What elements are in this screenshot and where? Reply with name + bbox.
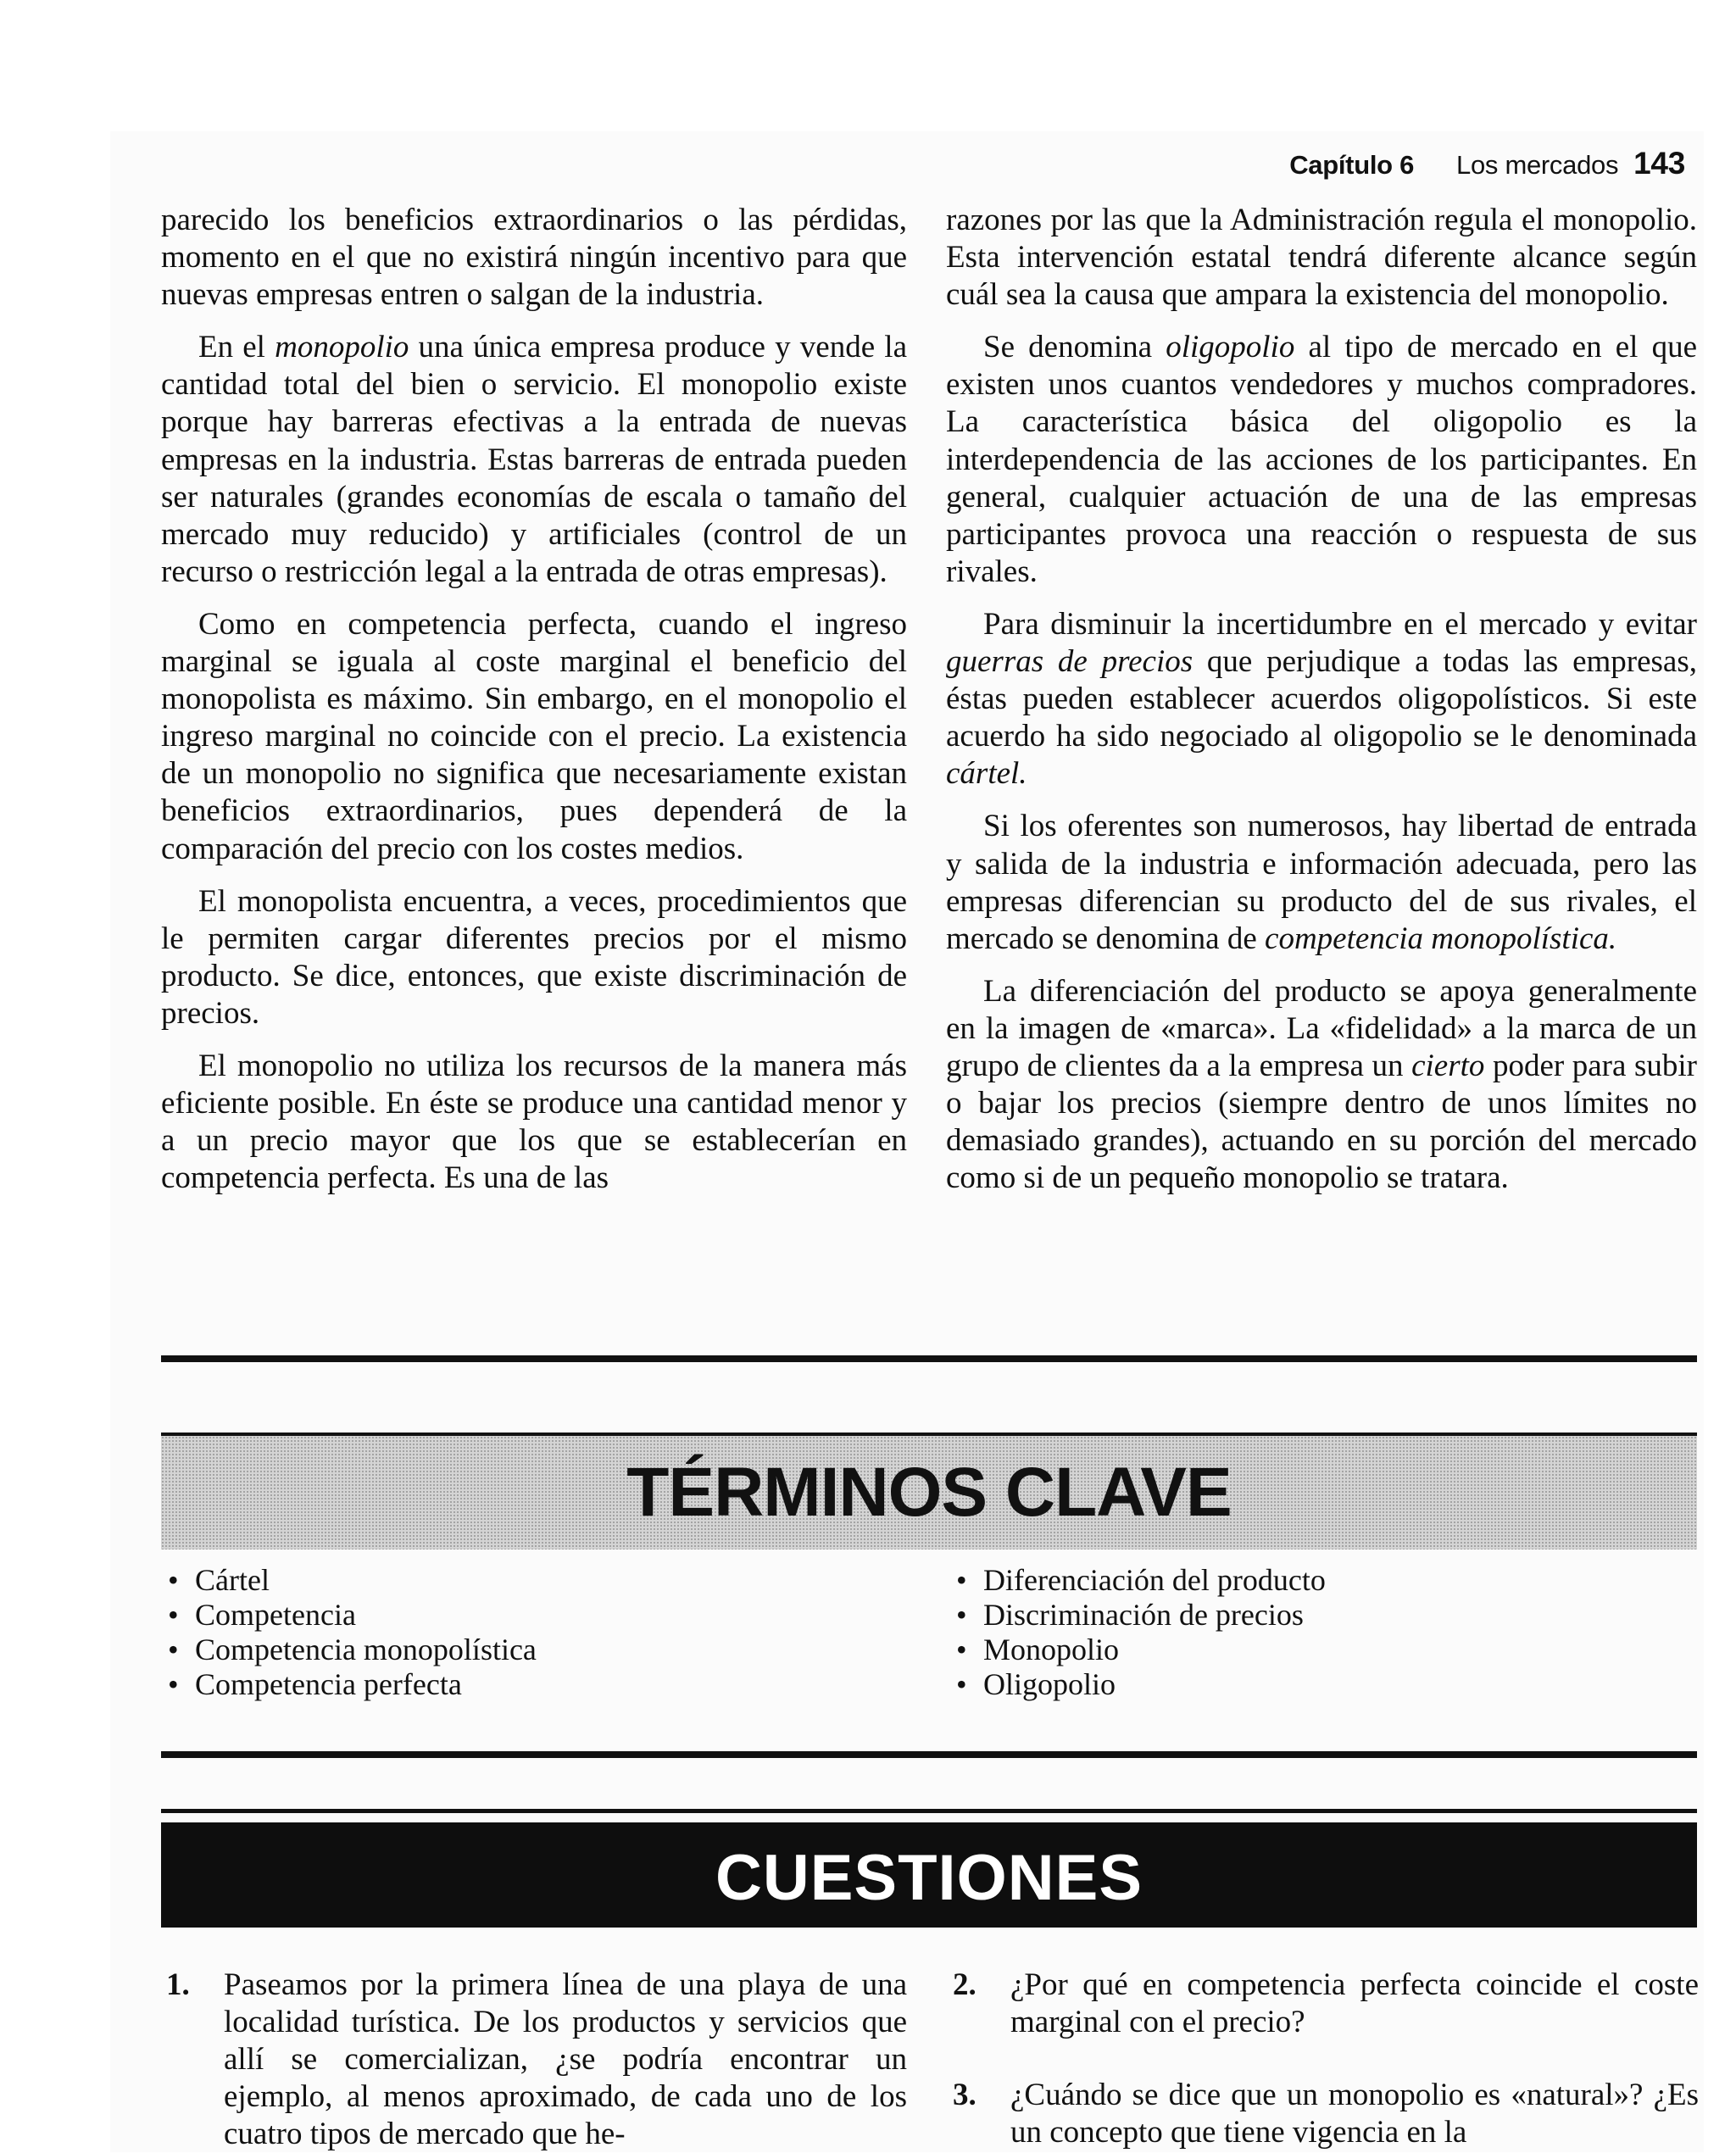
right-paragraph-2 — [946, 329, 1697, 591]
term-competencia-monopolistica: competencia monopolística. — [1265, 921, 1617, 956]
question-text: ¿Cuándo se dice que un monopolio es «natural»? ¿Es un concepto que tiene vigencia en la — [1010, 2078, 1699, 2150]
left-paragraph-4: El monopolista encuentra, a veces, procedimientos que le permiten cargar diferentes precios por el mismo producto. Se dice, entonces, que existe discriminación de precios. — [161, 883, 907, 1031]
key-term-item: • Oligopolio — [949, 1667, 1326, 1702]
key-term-item: • Competencia — [161, 1598, 537, 1633]
text-run: poder para subir o bajar los precios (siempre dentro de unos límites no demasiado grandes), actuando en su porción del mercado como si de un pequeño monopolio se tratara. — [946, 1048, 1697, 1196]
question-1 — [166, 1967, 907, 2153]
right-paragraph-5 — [946, 973, 1697, 1198]
key-term-item: • Diferenciación del producto — [949, 1563, 1326, 1598]
key-term-item: • Monopolio — [949, 1633, 1326, 1667]
left-paragraph-1: parecido los beneficios extraordinarios o las pérdidas, momento en el que no existirá ningún incentivo para que nuevas empresas entren o salgan de la industria. — [161, 203, 907, 313]
section-divider — [161, 1809, 1697, 1813]
term-cierto: cierto — [1411, 1048, 1485, 1083]
text-run: Para disminuir la incertidumbre en el mercado y evitar — [983, 606, 1697, 642]
running-head — [1289, 146, 1685, 181]
right-paragraph-4 — [946, 808, 1697, 957]
key-term-item: • Competencia monopolística — [161, 1633, 537, 1667]
left-column — [161, 202, 907, 1212]
right-column — [946, 202, 1697, 1212]
left-paragraph-5: El monopolio no utiliza los recursos de la manera más eficiente posible. En éste se produce una cantidad menor y a un precio mayor que los que se establecerían en competencia perfecta. Es una de las — [161, 1048, 907, 1196]
right-paragraph-1: razones por las que la Administración regula el monopolio. Esta intervención estatal tendrá diferente alcance según cuál sea la causa que ampara la existencia del monopolio. — [946, 203, 1697, 313]
key-term-item: • Cártel — [161, 1563, 537, 1598]
term-cartel: cártel. — [946, 756, 1027, 792]
question-3 — [953, 2077, 1699, 2151]
text-run: Si los oferentes son numerosos, hay libertad de entrada y salida de la industria e información adecuada, pero las empresas diferencian su producto del de sus rivales, el mercado se denomina de — [946, 809, 1697, 956]
text-run: que perjudique a todas las empresas, éstas pueden establecer acuerdos oligopolísticos. Si este acuerdo ha sido negociado al oligopolio se le denominada — [946, 644, 1697, 754]
text-run: En el — [198, 330, 275, 365]
key-terms-banner — [161, 1433, 1697, 1549]
left-paragraph-2 — [161, 329, 907, 591]
section-divider — [161, 1355, 1697, 1362]
key-terms-list-left — [161, 1563, 537, 1702]
question-number: 2. — [953, 1967, 976, 2002]
question-number: 1. — [166, 1967, 190, 2002]
left-paragraph-3: Como en competencia perfecta, cuando el ingreso marginal se iguala al coste marginal el beneficio del monopolista es máximo. Sin embargo, en el monopolio el ingreso marginal no coincide con el precio. La existencia de un monopolio no significa que necesariamente existan beneficios extraordinarios, pues dependerá de la comparación del precio con los costes medios. — [161, 606, 907, 866]
questions-title: CUESTIONES — [715, 1842, 1143, 1914]
right-paragraph-3 — [946, 606, 1697, 793]
chapter-label: Capítulo 6 — [1289, 150, 1415, 180]
key-term-item: • Competencia perfecta — [161, 1667, 537, 1702]
question-text: Paseamos por la primera línea de una playa de una localidad turística. De los productos y servicios que allí se comercializan, ¿se podría encontrar un ejemplo, al menos aproximado, de cada uno de los cuatro tipos de mercado que he- — [224, 1967, 907, 2152]
key-terms-list-right — [949, 1563, 1326, 1702]
key-terms-title: TÉRMINOS CLAVE — [626, 1454, 1232, 1531]
question-2 — [953, 1967, 1699, 2041]
section-divider — [161, 1751, 1697, 1758]
term-guerras-de-precios: guerras de precios — [946, 644, 1194, 680]
term-monopolio: monopolio — [275, 330, 409, 365]
text-run: una única empresa produce y vende la cantidad total del bien o servicio. El monopolio existe porque hay barreras efectivas a la entrada de nuevas empresas en la industria. Estas barreras de entrada pueden ser naturales (grandes economías de escala o tamaño del mercado muy reducido) y artificiales (control de un recurso o restricción legal a la entrada de otras empresas). — [161, 330, 907, 589]
question-text: ¿Por qué en competencia perfecta coincide el coste marginal con el precio? — [1010, 1967, 1699, 2040]
page-number: 143 — [1633, 146, 1685, 181]
question-number: 3. — [953, 2078, 976, 2112]
text-run: La diferenciación del producto se apoya generalmente en la imagen de «marca». La «fidelidad» a la marca de un grupo de clientes da a la empresa un — [946, 973, 1697, 1083]
section-label: Los mercados — [1456, 150, 1619, 180]
term-oligopolio: oligopolio — [1166, 330, 1295, 365]
questions-banner — [161, 1822, 1697, 1928]
text-run: Se denomina — [983, 330, 1166, 365]
text-run: al tipo de mercado en el que existen unos cuantos vendedores y muchos compradores. La característica básica del oligopolio es la interdependencia de las acciones de los participantes. En general, cualquier actuación de una de las empresas participantes provoca una reacción o respuesta de sus rivales. — [946, 330, 1698, 589]
key-term-item: • Discriminación de precios — [949, 1598, 1326, 1633]
